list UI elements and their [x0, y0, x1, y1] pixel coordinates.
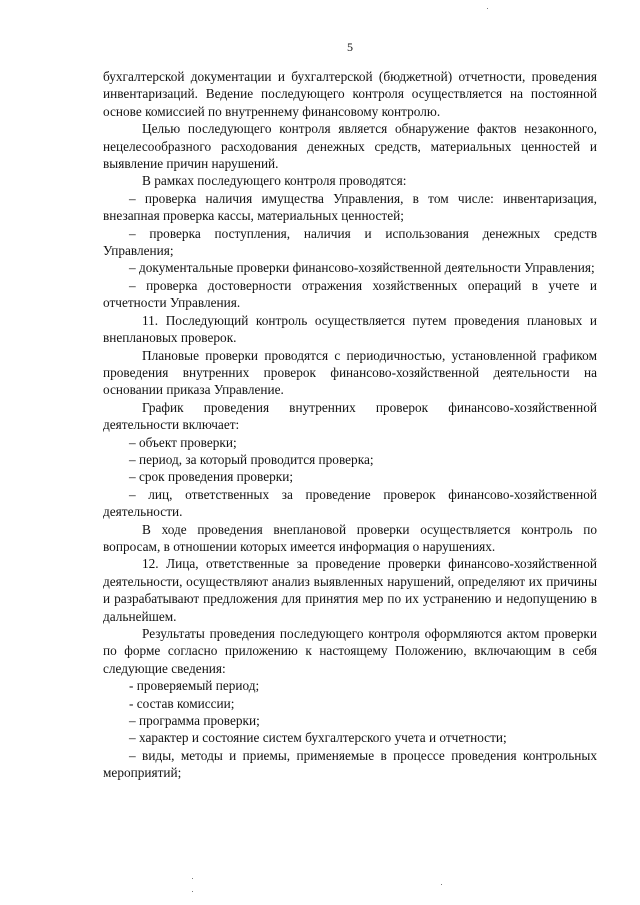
paragraph: В рамках последующего контроля проводятся:: [142, 173, 407, 189]
list-item: – проверка поступления, наличия и использования денежных средств Управления;: [103, 225, 597, 259]
list-item: – проверка наличия имущества Управления, в том числе: инвентаризация, внезапная проверка кассы, материальных ценностей;: [103, 190, 597, 224]
paragraph: График проведения внутренних проверок финансово-хозяйственной деятельности включает:: [103, 399, 597, 433]
document-body: [103, 68, 597, 782]
paragraph: Целью последующего контроля является обнаружение фактов незаконного, нецелесообразного расходования денежных средств, материальных ценностей и выявление причин нарушений.: [103, 121, 597, 172]
scan-speck: [487, 8, 488, 9]
list-item: - проверяемый период;: [129, 678, 260, 694]
page-number: 5: [347, 40, 353, 54]
list-item: – срок проведения проверки;: [129, 469, 294, 485]
list-item: – период, за который проводится проверка;: [129, 451, 374, 467]
list-item: – лиц, ответственных за проведение проверок финансово-хозяйственной деятельности.: [103, 486, 597, 520]
paragraph: Результаты проведения последующего контроля оформляются актом проверки по форме согласно приложению к настоящему Положению, включающим в себя следующие сведения:: [103, 626, 597, 676]
scan-speck: [192, 878, 193, 879]
list-item: – объект проверки;: [129, 434, 237, 450]
list-item: – программа проверки;: [129, 713, 260, 729]
paragraph: В ходе проведения внеплановой проверки осуществляется контроль по вопросам, в отношении которых имеется информация о нарушениях.: [103, 521, 597, 554]
scan-speck: [441, 884, 442, 885]
paragraph: Плановые проверки проводятся с периодичностью, установленной графиком проведения внутренних проверок финансово-хозяйственной деятельности на основании приказа Управление.: [103, 347, 597, 398]
list-item: – документальные проверки финансово-хозяйственной деятельности Управления;: [129, 260, 595, 276]
list-item: – характер и состояние систем бухгалтерского учета и отчетности;: [129, 730, 507, 746]
list-item: – проверка достоверности отражения хозяйственных операций в учете и отчетности Управления.: [103, 277, 597, 311]
paragraph: 11. Последующий контроль осуществляется путем проведения плановых и внеплановых проверок.: [103, 312, 597, 346]
paragraph: 12. Лица, ответственные за проведение проверки финансово-хозяйственной деятельности, осуществляют анализ выявленных нарушений, определяют их причины и разрабатывают предложения для принятия мер по их устранению и недопущению в дальнейшем.: [103, 556, 597, 624]
scan-speck: [192, 891, 193, 892]
list-item: - состав комиссии;: [129, 695, 235, 711]
paragraph: бухгалтерской документации и бухгалтерской (бюджетной) отчетности, проведения инвентаризаций. Ведение последующего контроля осуществляется на постоянной основе комиссией по внутреннему финансовому контролю.: [103, 69, 597, 119]
list-item: – виды, методы и приемы, применяемые в процессе проведения контрольных мероприятий;: [103, 747, 597, 781]
